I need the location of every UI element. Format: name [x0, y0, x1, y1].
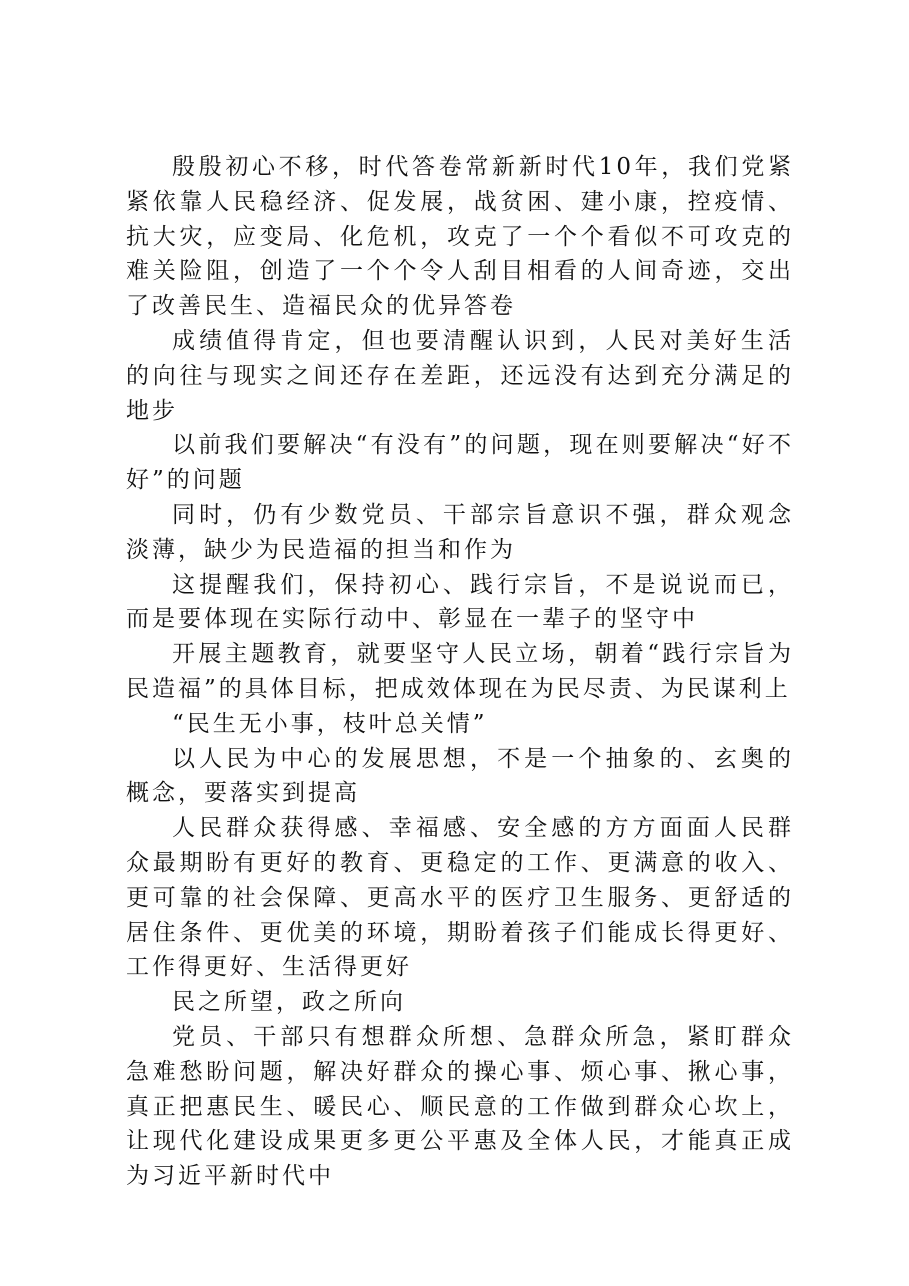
- paragraph-11: 党员、干部只有想群众所想、急群众所急，紧盯群众急难愁盼问题，解决好群众的操心事、烦心事、揪心事，真正把惠民生、暖民心、顺民意的工作做到群众心坎上，让现代化建设成果更多更公平惠及全体人民，才能真正成为习近平新时代中: [126, 1023, 794, 1190]
- paragraph-6: 开展主题教育，就要坚守人民立场，朝着“践行宗旨为民造福”的具体目标，把成效体现在为民尽责、为民谋利上: [126, 641, 794, 702]
- paragraph-2: 成绩值得肯定，但也要清醒认识到，人民对美好生活的向往与现实之间还存在差距，还远没有达到充分满足的地步: [126, 327, 794, 424]
- paragraph-10: 民之所望，政之所向: [172, 989, 406, 1016]
- paragraph-9: 人民群众获得感、幸福感、安全感的方方面面人民群众最期盼有更好的教育、更稳定的工作、更满意的收入、更可靠的社会保障、更高水平的医疗卫生服务、更舒适的居住条件、更优美的环境，期盼着孩子们能成长得更好、工作得更好、生活得更好: [126, 815, 794, 981]
- document-body: [126, 150, 794, 1194]
- paragraph-4: 同时，仍有少数党员、干部宗旨意识不强，群众观念淡薄，缺少为民造福的担当和作为: [126, 501, 794, 563]
- paragraph-1: 殷殷初心不移，时代答卷常新新时代10年，我们党紧紧依靠人民稳经济、促发展，战贫困、建小康，控疫情、抗大灾，应变局、化危机，攻克了一个个看似不可攻克的难关险阻，创造了一个个令人刮目相看的人间奇迹，交出了改善民生、造福民众的优异答卷: [126, 154, 794, 320]
- paragraph-8: 以人民为中心的发展思想，不是一个抽象的、玄奥的概念，要落实到提高: [126, 745, 794, 807]
- paragraph-7: “民生无小事，枝叶总关情”: [172, 710, 488, 737]
- paragraph-3: 以前我们要解决“有没有”的问题，现在则要解决“好不好”的问题: [126, 432, 794, 494]
- paragraph-5: 这提醒我们，保持初心、践行宗旨，不是说说而已，而是要体现在实际行动中、彰显在一辈子的坚守中: [126, 571, 794, 633]
